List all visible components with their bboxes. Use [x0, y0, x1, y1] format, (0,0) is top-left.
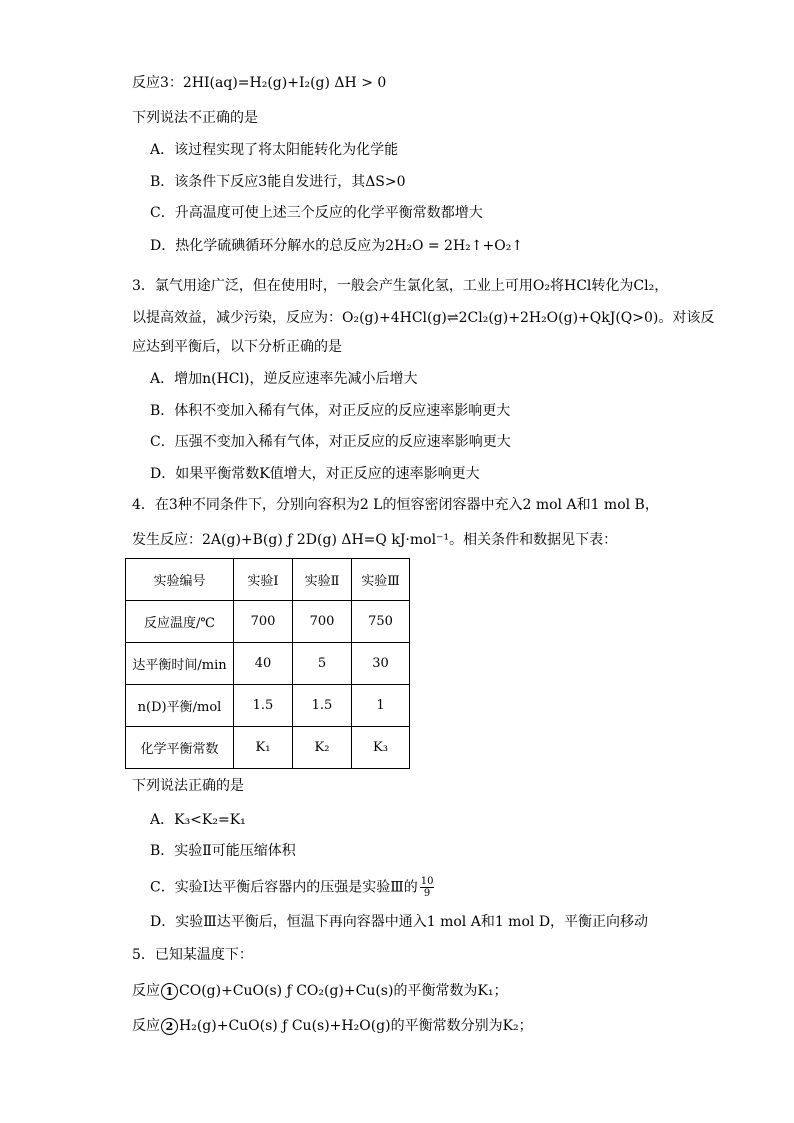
table-row	[126, 601, 410, 643]
q4-option-c	[150, 876, 434, 899]
table-row	[126, 643, 410, 685]
table-cell: 1	[352, 685, 410, 727]
table-cell: 实验Ⅲ	[352, 559, 410, 601]
question-3-line-1: 3．氯气用途广泛，但在使用时，一般会产生氯化氢，工业上可用O₂将HCl转化为Cl₂，	[132, 278, 669, 294]
table-cell: 1.5	[293, 685, 352, 727]
option-b: B．该条件下反应3能自发进行，其ΔS>0	[150, 174, 406, 190]
table-cell: 700	[234, 601, 293, 643]
option-d: D．热化学硫碘循环分解水的总反应为2H₂O = 2H₂↑+O₂↑	[150, 238, 524, 254]
fraction	[420, 876, 435, 899]
circled-number-1: 1	[161, 983, 178, 1000]
table-cell: 5	[293, 643, 352, 685]
table-cell: K₂	[293, 727, 352, 769]
reaction-3-line: 反应3：2HI(aq)=H₂(g)+I₂(g) ΔH > 0	[132, 75, 387, 91]
question-4-stem: 下列说法正确的是	[132, 778, 244, 794]
question-5-line-1: 5．已知某温度下：	[132, 947, 253, 963]
table-cell: 反应温度/℃	[126, 601, 234, 643]
q4-option-b: B．实验Ⅱ可能压缩体积	[150, 843, 296, 859]
table-cell: 40	[234, 643, 293, 685]
table-cell: 化学平衡常数	[126, 727, 234, 769]
table-cell: K₁	[234, 727, 293, 769]
table-cell: 30	[352, 643, 410, 685]
table-row	[126, 559, 410, 601]
q3-option-c: C．压强不变加入稀有气体，对正反应的反应速率影响更大	[150, 434, 511, 450]
table-cell: 实验编号	[126, 559, 234, 601]
table-row	[126, 727, 410, 769]
table-cell: 700	[293, 601, 352, 643]
reaction-2-text: H₂(g)+CuO(s) ƒ Cu(s)+H₂O(g)的平衡常数分别为K₂；	[179, 1018, 533, 1034]
circled-number-2: 2	[161, 1018, 178, 1035]
q4-option-d: D．实验Ⅲ达平衡后，恒温下再向容器中通入1 mol A和1 mol D，平衡正向移动	[150, 914, 649, 930]
q3-option-a: A．增加n(HCl)，逆反应速率先减小后增大	[150, 371, 418, 387]
option-a: A．该过程实现了将太阳能转化为化学能	[150, 142, 399, 158]
question-4-line-2: 发生反应：2A(g)+B(g) ƒ 2D(g) ΔH=Q kJ·mol⁻¹。相关条件和数据见下表：	[132, 532, 618, 548]
table-cell: 实验Ⅱ	[293, 559, 352, 601]
table-cell: K₃	[352, 727, 410, 769]
question-4-line-1: 4．在3种不同条件下，分别向容积为2 L的恒容密闭容器中充入2 mol A和1 mol B，	[132, 497, 659, 513]
fraction-denominator: 9	[423, 888, 431, 899]
fraction-numerator: 10	[420, 876, 434, 887]
reaction-prefix: 反应	[132, 983, 160, 999]
question-3-line-2: 以提高效益，减少污染，反应为：O₂(g)+4HCl(g)⇌2Cl₂(g)+2H₂O(g)+QkJ(Q>0)。对该反	[132, 310, 715, 326]
table-cell: 1.5	[234, 685, 293, 727]
table-cell: n(D)平衡/mol	[126, 685, 234, 727]
q3-option-b: B．体积不变加入稀有气体，对正反应的反应速率影响更大	[150, 403, 511, 419]
experiment-table	[125, 558, 410, 769]
reaction-2-line	[132, 1016, 533, 1036]
table-cell: 750	[352, 601, 410, 643]
reaction-1-text: CO(g)+CuO(s) ƒ CO₂(g)+Cu(s)的平衡常数为K₁；	[179, 983, 508, 999]
question-stem: 下列说法不正确的是	[132, 110, 258, 126]
table-row	[126, 685, 410, 727]
reaction-prefix: 反应	[132, 1018, 160, 1034]
q4-option-a: A．K₃<K₂=K₁	[150, 812, 246, 828]
option-c: C．升高温度可使上述三个反应的化学平衡常数都增大	[150, 205, 483, 221]
q4-option-c-text: C．实验Ⅰ达平衡后容器内的压强是实验Ⅲ的	[150, 879, 418, 896]
table-cell: 实验Ⅰ	[234, 559, 293, 601]
table-cell: 达平衡时间/min	[126, 643, 234, 685]
reaction-1-line	[132, 981, 508, 1001]
q3-option-d: D．如果平衡常数K值增大，对正反应的速率影响更大	[150, 466, 480, 482]
question-3-line-3: 应达到平衡后，以下分析正确的是	[132, 339, 342, 355]
